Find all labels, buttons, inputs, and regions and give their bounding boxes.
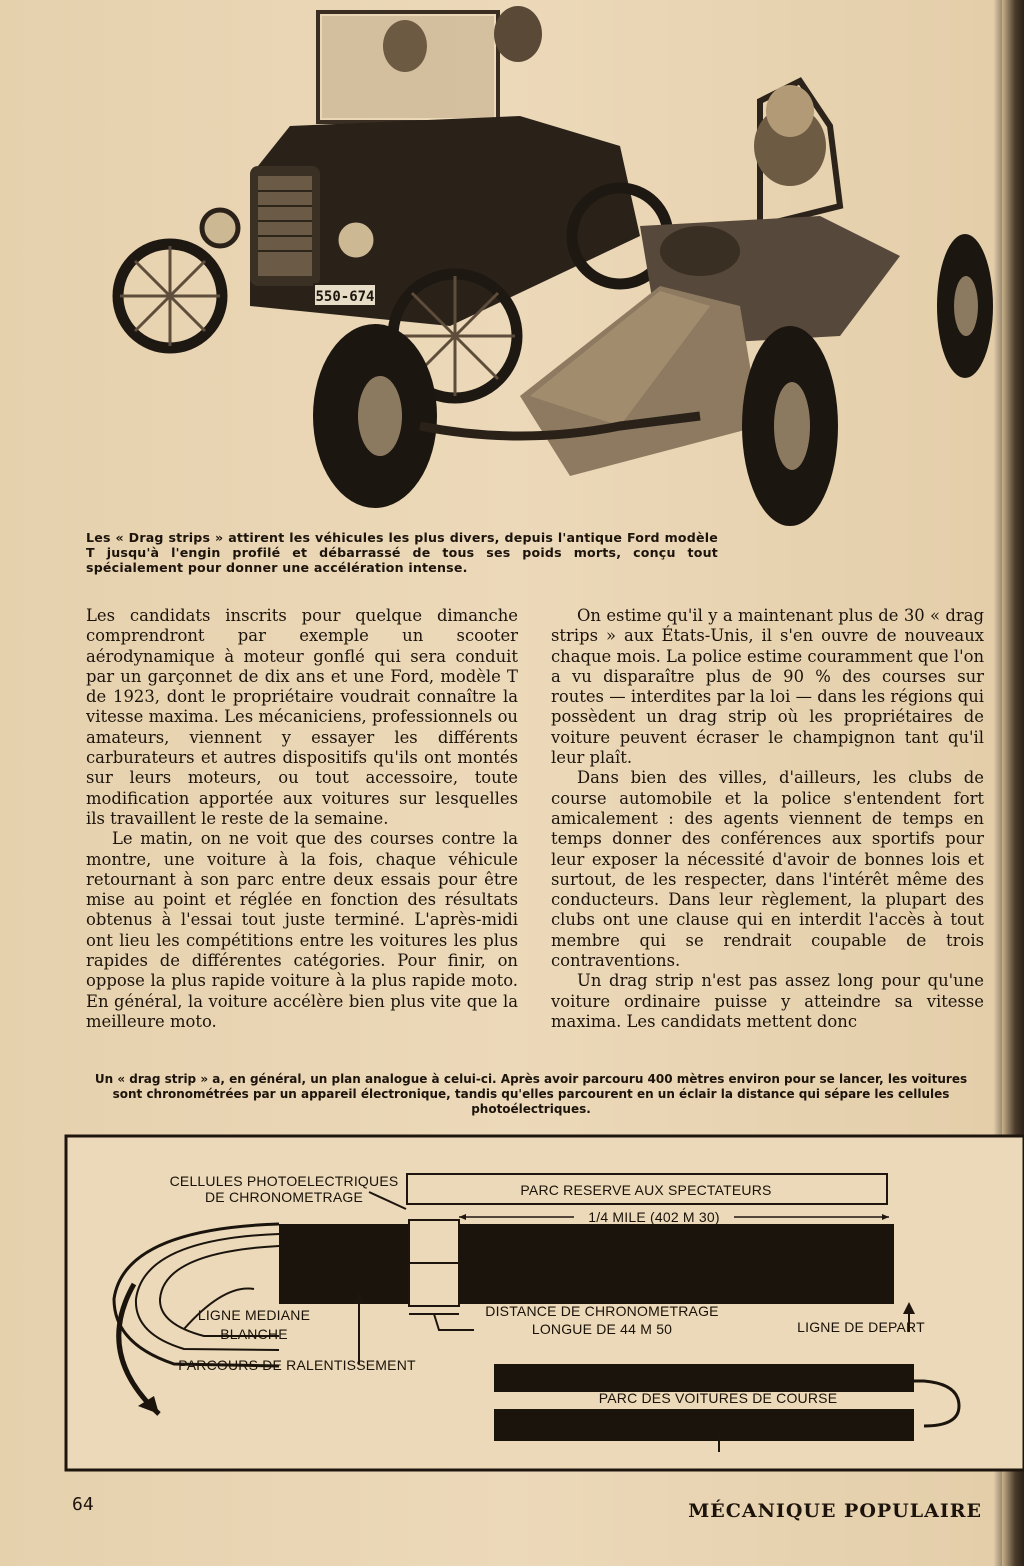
left-column bbox=[86, 606, 518, 1032]
paragraph: On estime qu'il y a maintenant plus de 30 « drag strips » aux États-Unis, il s'en ouvre de nouveaux chaque mois. La police estime couramment que l'on a vu disparaître plus de 90 % des courses sur routes — interdites par la loi — dans les régions qui possèdent un drag strip où les propriétaires de voiture peuvent écraser le champignon tant qu'il leur plaît. bbox=[551, 606, 984, 768]
label-median-1: LIGNE MEDIANE bbox=[197, 1307, 311, 1323]
license-plate-text: 550-674 bbox=[315, 289, 375, 305]
publication-name: MÉCANIQUE POPULAIRE bbox=[688, 1500, 982, 1522]
label-quarter-mile: 1/4 MILE (402 M 30) bbox=[588, 1209, 720, 1225]
paragraph: Le matin, on ne voit que des courses contre la montre, une voiture à la fois, chaque véhicule retournant à son parc entre deux essais pour être mise au point et réglée en fonction des résultats obtenus à l'essai tout juste terminé. L'après-midi ont lieu les compétitions entre les voitures les plus rapides de différentes catégories. Pour finir, on oppose la plus rapide voiture à la plus rapide moto. En général, la voiture accélère bien plus vite que la meilleure moto. bbox=[86, 829, 518, 1031]
paragraph: Un drag strip n'est pas assez long pour qu'une voiture ordinaire puisse y atteindre sa vitesse maxima. Les candidats mettent donc bbox=[551, 971, 984, 1031]
paragraph: Les candidats inscrits pour quelque dimanche comprendront par exemple un scooter aérodynamique à moteur gonflé qui sera conduit par un garçonnet de dix ans et une Ford, modèle T de 1923, dont le propriétaire voudrait connaître la vitesse maxima. Les mécaniciens, professionnels ou amateurs, viennent y essayer les différents carburateurs et autres dispositifs qu'ils ont montés sur leurs moteurs, ou tout accessoire, toute modification apportée aux voitures sur lesquelles ils travaillent le reste de la semaine. bbox=[86, 606, 518, 828]
race-park-lane bbox=[494, 1409, 914, 1441]
label-timing-1: DISTANCE DE CHRONOMETRAGE bbox=[485, 1303, 719, 1319]
label-start-line: LIGNE DE DEPART bbox=[797, 1319, 925, 1335]
label-median-2: BLANCHE bbox=[220, 1326, 288, 1342]
right-column bbox=[551, 606, 984, 1032]
photo-caption: Les « Drag strips » attirent les véhicules les plus divers, depuis l'antique Ford modèle T jusqu'à l'engin profilé et débarrassé de tous ses poids morts, conçu tout spécialement pour donner une accélération intense. bbox=[86, 530, 718, 575]
label-cells-2: DE CHRONOMETRAGE bbox=[205, 1189, 363, 1205]
diagram-caption: Un « drag strip » a, en général, un plan analogue à celui-ci. Après avoir parcouru 400 mètres environ pour se lancer, les voitures sont chronométrées par un appareil électronique, tandis qu'elles parcourent en un éclair la distance qui sépare les cellules photoélectriques. bbox=[94, 1072, 968, 1116]
label-spectators: PARC RESERVE AUX SPECTATEURS bbox=[520, 1182, 772, 1198]
label-race-park: PARC DES VOITURES DE COURSE bbox=[598, 1390, 838, 1406]
label-cells-1: CELLULES PHOTOELECTRIQUES bbox=[169, 1173, 399, 1189]
vintage-cars-photo bbox=[100, 6, 1005, 588]
drag-strip-track bbox=[279, 1224, 894, 1304]
paragraph: Dans bien des villes, d'ailleurs, les clubs de course automobile et la police s'entendent fort amicalement : des agents viennent de temps en temps donner des conférences aux sportifs pour leur exposer la nécessité d'avoir de bonnes lois et surtout, de les respecter, dans l'intérêt même des conducteurs. Dans leur règlement, la plupart des clubs ont une clause qui en interdit l'accès à tout membre qui se rendrait coupable de trois contraventions. bbox=[551, 768, 984, 971]
label-slowdown: PARCOURS DE RALENTISSEMENT bbox=[178, 1357, 416, 1373]
page-number: 64 bbox=[72, 1494, 94, 1515]
label-timing-2: LONGUE DE 44 M 50 bbox=[531, 1321, 673, 1337]
drag-strip-diagram bbox=[64, 1134, 1024, 1474]
return-lane bbox=[494, 1364, 914, 1392]
